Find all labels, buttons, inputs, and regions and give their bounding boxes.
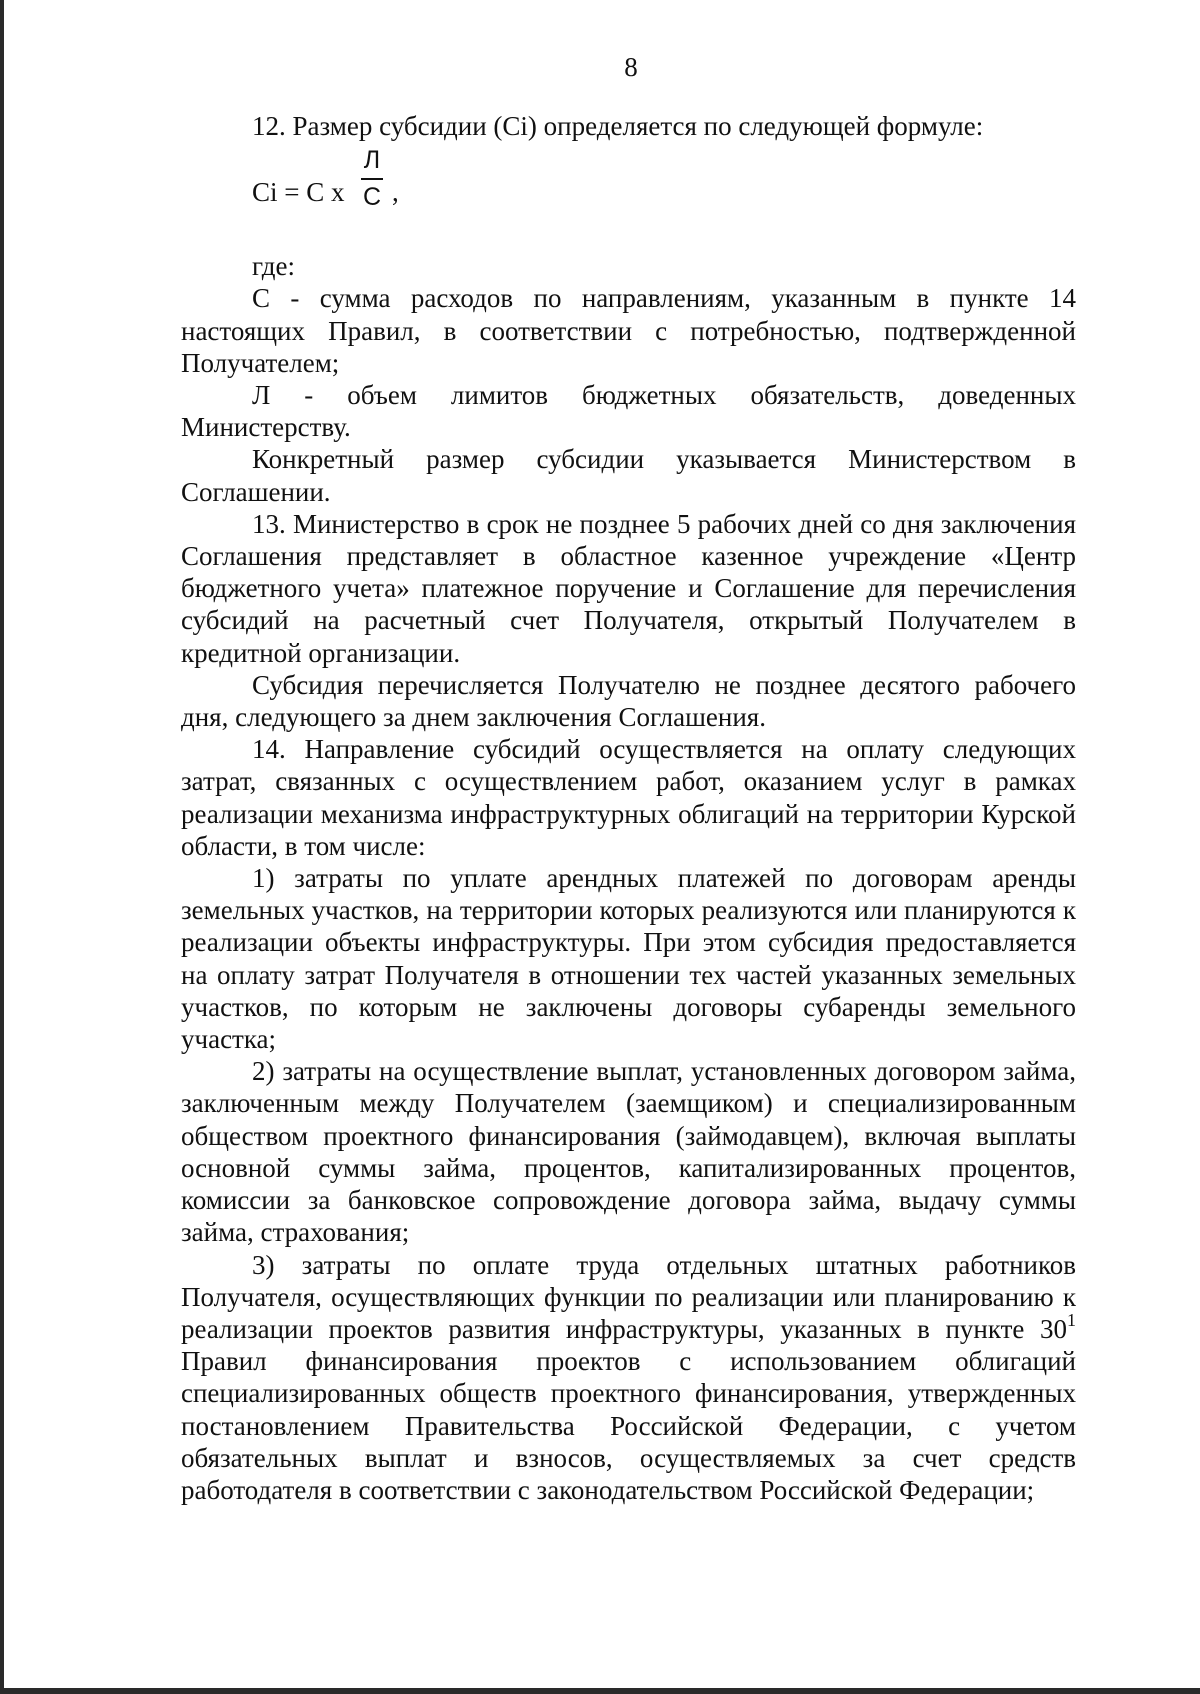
document-body	[181, 110, 1076, 1506]
list-item-3-part1: 3) затраты по оплате труда отдельных штатных работников Получателя, осуществляющих функции по реализации или планированию к реализации проектов развития инфраструктуры, указанных в пункте 30	[181, 1249, 1076, 1344]
where-label: где:	[252, 251, 295, 282]
paragraph-specific-size: Конкретный размер субсидии указывается Министерством в Соглашении.	[181, 444, 1076, 507]
paragraph-13-transfer: Субсидия перечисляется Получателю не позднее десятого рабочего дня, следующего за днем заключения Соглашения.	[181, 669, 1076, 733]
formula-numerator: Л	[363, 146, 381, 175]
footnote-superscript: 1	[1067, 1309, 1076, 1330]
list-item-3	[181, 1249, 1076, 1507]
list-item-1: 1) затраты по уплате арендных платежей по договорам аренды земельных участков, на территории которых реализуются или планируются к реализации объекты инфраструктуры. При этом субсидия предоставляется на оплату затрат Получателя в отношении тех частей указанных земельных участков, по которым не заключены договоры субаренды земельного участка;	[181, 863, 1076, 1055]
definition-l: Л - объем лимитов бюджетных обязательств, доведенных Министерству.	[181, 380, 1076, 443]
spacer	[181, 220, 1076, 250]
paragraph-13: 13. Министерство в срок не позднее 5 рабочих дней со дня заключения Соглашения представляет в областное казенное учреждение «Центр бюджетного учета» платежное поручение и Соглашение для перечисления субсидий на расчетный счет Получателя, открытый Получателем в кредитной организации.	[181, 508, 1076, 668]
list-item-3-part2: Правил финансирования проектов с использованием облигаций специализированных обществ проектного финансирования, утвержденных постановлением Правительства Российской Федерации, с учетом обязательных выплат и взносов, осуществляемых за счет средств работодателя в соответствии с законодательством Российской Федерации;	[181, 1346, 1076, 1505]
formula-lhs: Ci = С x	[252, 177, 345, 208]
scan-edge-bottom	[0, 1688, 1200, 1694]
paragraph-12-intro: 12. Размер субсидии (Ci) определяется по следующей формуле:	[252, 111, 984, 141]
definition-c: С - сумма расходов по направлениям, указанным в пункте 14 настоящих Правил, в соответствии с потребностью, подтвержденной Получателем;	[181, 283, 1076, 378]
paragraph-14: 14. Направление субсидий осуществляется на оплату следующих затрат, связанных с осуществлением работ, оказанием услуг в рамках реализации механизма инфраструктурных облигаций на территории Курской области, в том числе:	[181, 734, 1076, 861]
page-number: 8	[624, 52, 638, 82]
list-item-2: 2) затраты на осуществление выплат, установленных договором займа, заключенным между Получателем (заемщиком) и специализированным обществом проектного финансирования (займодавцем), включая выплаты основной суммы займа, процентов, капитализированных процентов, комиссии за банковское сопровождение договора займа, выдачу суммы займа, страхования;	[181, 1056, 1076, 1248]
formula-denominator: С	[362, 183, 382, 212]
subsidy-formula	[252, 142, 1076, 220]
formula-trailing-comma: ,	[392, 177, 399, 208]
scan-edge-left	[0, 0, 4, 1694]
formula-fraction	[359, 142, 385, 214]
